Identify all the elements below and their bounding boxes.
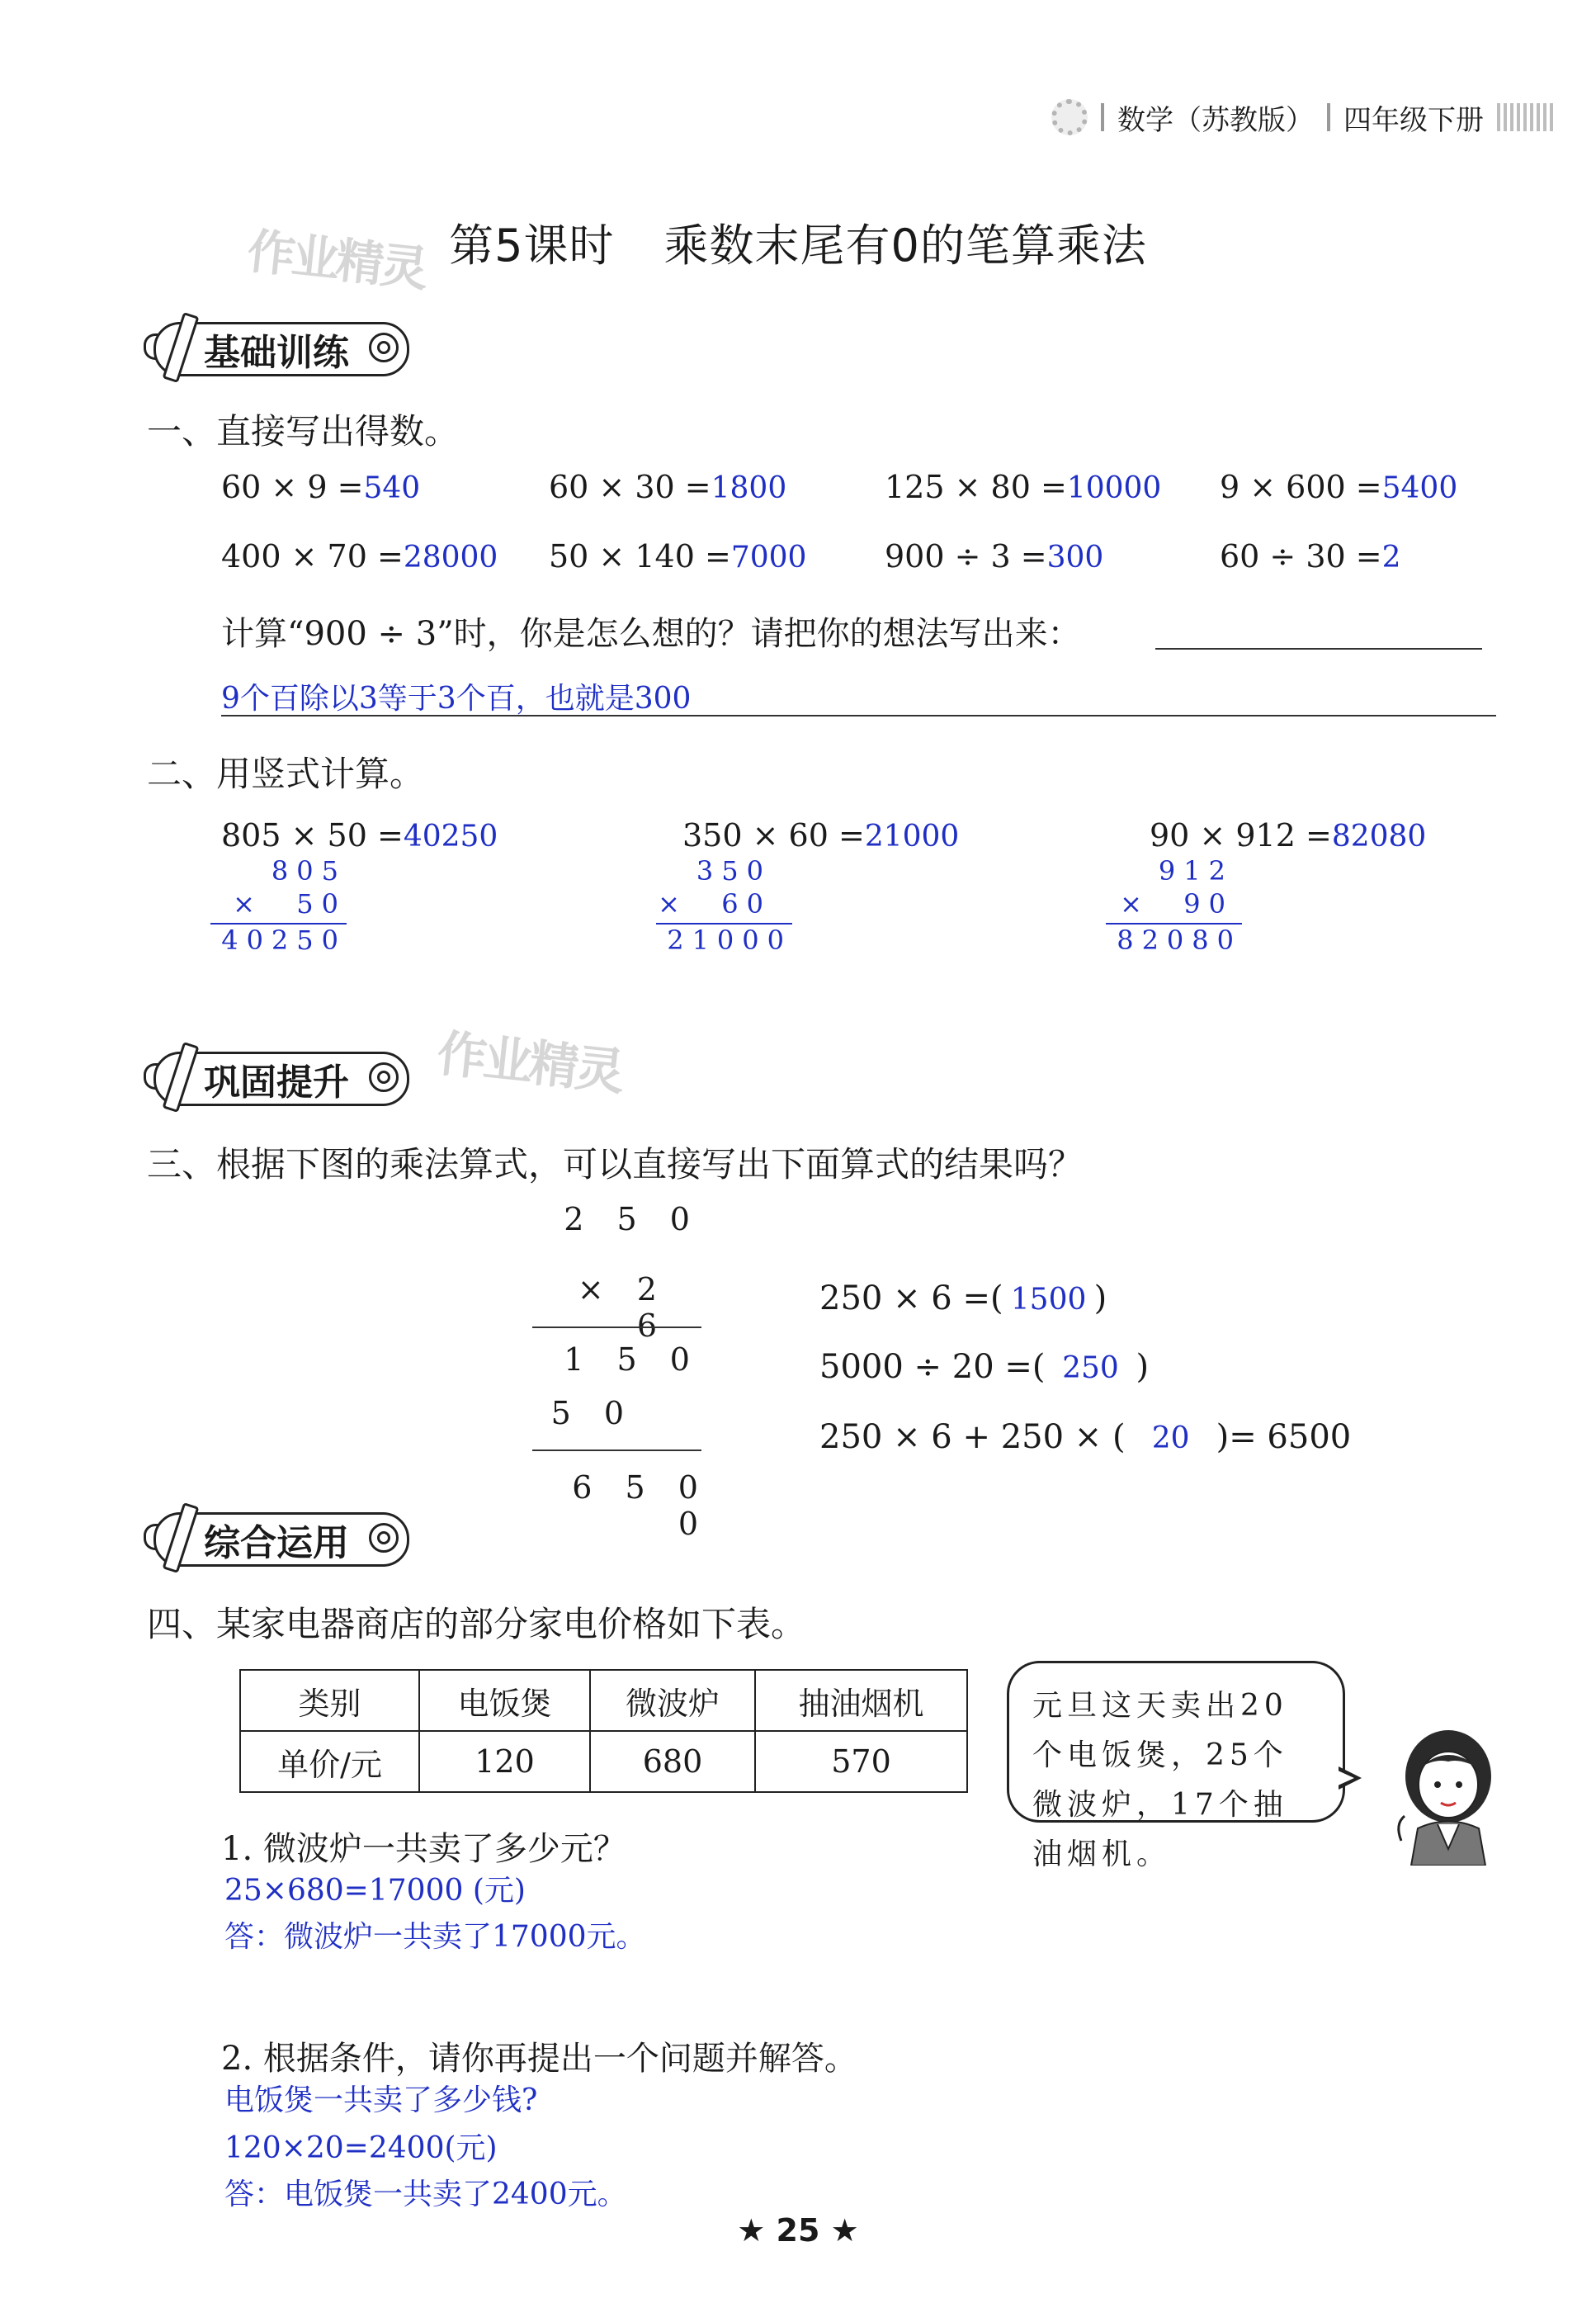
vertical-result: 40250	[221, 925, 347, 956]
table-cell: 570	[755, 1731, 967, 1792]
divider	[1327, 103, 1330, 131]
page-title	[0, 210, 1596, 274]
teacher-illustration	[1386, 1725, 1510, 1866]
vertical-result: 82080	[1117, 925, 1242, 956]
table-cell: 电饭煲	[419, 1670, 590, 1731]
q4-sub2-calc: 120×20=2400(元)	[224, 2131, 498, 2165]
q4-sub1-calc: 25×680=17000 (元)	[224, 1874, 526, 1908]
q1-prompt: 计算“900 ÷ 3”时，你是怎么想的？请把你的想法写出来：	[221, 615, 1081, 653]
vertical-row: × 2 6	[577, 1271, 668, 1344]
q1-item: 900 ÷ 3 =300	[885, 538, 1104, 575]
vertical-result: 21000	[667, 925, 792, 956]
q1-heading: 一、直接写出得数。	[147, 411, 460, 452]
target-icon	[369, 1523, 399, 1553]
q1-item: 9 × 600 =5400	[1220, 469, 1458, 505]
q3-item: 250 × 6 + 250 × ( 20 )= 6500	[819, 1418, 1352, 1456]
q2-item: 90 × 912 =82080	[1150, 817, 1427, 854]
pencil-icon	[163, 1042, 200, 1113]
section-badge-apply: 综合运用	[153, 1511, 409, 1568]
q1-item: 125 × 80 =10000	[885, 469, 1162, 505]
q4-sub2-ask: 电饭煲一共卖了多少钱?	[224, 2083, 538, 2117]
vertical-rule	[532, 1449, 701, 1451]
vertical-row: 6 5 0 0	[572, 1469, 710, 1542]
table-cell: 抽油烟机	[755, 1670, 967, 1731]
vertical-row: 5 0	[550, 1395, 635, 1431]
q1-item: 60 × 30 =1800	[549, 469, 787, 505]
table-row	[240, 1731, 967, 1792]
watermark: 作业精灵	[434, 1024, 625, 1102]
q2-item: 805 × 50 =40250	[221, 817, 498, 854]
vertical-multiplier: × 60	[658, 888, 772, 920]
table-cell: 微波炉	[590, 1670, 755, 1731]
speech-bubble-tail	[1339, 1766, 1362, 1790]
sun-icon	[1051, 99, 1088, 135]
table-cell: 单价/元	[240, 1731, 419, 1792]
page-number: ★ 25 ★	[737, 2212, 859, 2249]
q1-item: 50 × 140 =7000	[549, 538, 807, 575]
q2-heading: 二、用竖式计算。	[147, 754, 425, 794]
table-header-row	[240, 1670, 967, 1731]
target-icon	[369, 333, 399, 362]
table-cell: 类别	[240, 1670, 419, 1731]
speech-bubble: 元旦这天卖出20个电饭煲，25个微波炉，17个抽油烟机。	[1007, 1661, 1345, 1823]
vertical-row: 2 5 0	[564, 1201, 701, 1237]
q3-heading: 三、根据下图的乘法算式，可以直接写出下面算式的结果吗？	[147, 1144, 1084, 1185]
target-icon	[369, 1062, 399, 1092]
q4-sub1-answer: 答：微波炉一共卖了17000元。	[224, 1920, 646, 1954]
q4-sub2-answer: 答：电饭煲一共卖了2400元。	[224, 2178, 627, 2211]
lesson-topic: 乘数末尾有0的笔算乘法	[663, 220, 1147, 272]
vertical-row: 1 5 0	[564, 1341, 701, 1378]
q1-written-answer: 9个百除以3等于3个百，也就是300	[221, 682, 692, 716]
book-title: 数学（苏教版）	[1117, 103, 1314, 137]
q1-item: 60 × 9 =540	[221, 469, 421, 505]
q3-item: 250 × 6 =( 1500 )	[819, 1279, 1107, 1317]
vertical-top: 805	[271, 855, 347, 887]
vertical-multiplier: × 50	[233, 888, 347, 920]
section-badge-consolidate: 巩固提升	[153, 1050, 409, 1108]
pencil-icon	[163, 312, 200, 383]
q1-item: 60 ÷ 30 =2	[1220, 538, 1401, 575]
q3-item: 5000 ÷ 20 =( 250 )	[819, 1348, 1150, 1386]
q4-sub1-question: 1. 微波炉一共卖了多少元？	[221, 1830, 626, 1868]
divider	[1101, 103, 1104, 131]
header-stripes	[1497, 103, 1555, 131]
pencil-icon	[163, 1502, 200, 1573]
table-cell: 680	[590, 1731, 755, 1792]
answer-line	[1155, 648, 1482, 650]
answer-line	[221, 715, 1496, 716]
section-badge-basic: 基础训练	[153, 320, 409, 378]
q4-sub2-question: 2. 根据条件，请你再提出一个问题并解答。	[221, 2040, 857, 2078]
watermark: 作业精灵	[244, 222, 428, 298]
page-header	[1051, 92, 1555, 142]
grade-label: 四年级下册	[1343, 103, 1484, 137]
q1-item: 400 × 70 =28000	[221, 538, 498, 575]
q4-heading: 四、某家电器商店的部分家电价格如下表。	[147, 1604, 806, 1644]
price-table	[239, 1669, 968, 1793]
vertical-rule	[532, 1327, 701, 1328]
vertical-multiplier: × 90	[1120, 888, 1234, 920]
vertical-top: 350	[696, 855, 772, 887]
lesson-number: 第5课时	[449, 220, 615, 272]
vertical-top: 912	[1158, 855, 1234, 887]
table-cell: 120	[419, 1731, 590, 1792]
q2-item: 350 × 60 =21000	[682, 817, 960, 854]
